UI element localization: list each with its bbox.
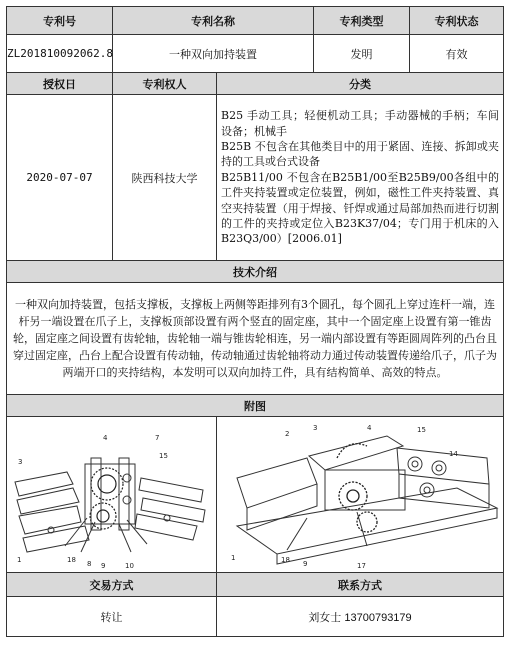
clamp-drawing-perspective-view (217, 418, 503, 572)
callout-label: 4 (103, 433, 108, 442)
callout-label: 3 (18, 457, 23, 466)
classification-line: B25B11/00 不包含在B25B1/00至B25B9/00各组中的工件夹持装置或定位装置，例如，磁性工件夹持装置、真空夹持装置（用于焊接、钎焊或通过局部加热而进行切割的工件的夹持或定位入B23K37/04；专门用于机床的入B23Q3/00）[2006.01] (221, 170, 499, 246)
contact-info: 刘女士 13700793179 (217, 597, 504, 637)
figure-left-cell (7, 417, 217, 573)
grant-date-header: 授权日 (7, 73, 113, 95)
callout-label: 18 (67, 555, 76, 564)
patent-sheet (6, 6, 503, 644)
callout-label: 4 (367, 423, 372, 432)
tech-intro-header: 技术介绍 (7, 261, 504, 283)
patent-info-table (6, 6, 504, 637)
patent-number: ZL201810092062.8 (7, 35, 113, 73)
callout-label: 8 (87, 559, 92, 568)
callout-label: 2 (285, 429, 290, 438)
grant-date: 2020-07-07 (7, 95, 113, 261)
trade-method: 转让 (7, 597, 217, 637)
contact-header: 联系方式 (217, 573, 504, 597)
clamp-drawing-side-view (7, 418, 216, 572)
callout-label: 7 (155, 433, 160, 442)
tech-intro-text: 一种双向加持装置，包括支撑板，支撑板上两侧等距排列有3个圆孔，每个圆孔上穿过连杆一端，连杆另一端设置在爪子上，支撑板顶部设置有两个竖直的固定座，其中一个固定座上设置有第一锥齿轮，固定座之间设置有齿轮轴，齿轮轴一端与锥齿轮相连，另一端内部设置有等距圆周阵列的凸台且穿过固定座，凸台上配合设置有传动轴，传动轴通过齿轮轴将动力通过传动装置传递给爪子，爪子为两端开口的夹持结构，本发明可以双向加持工件，具有结构简单、高效的特点。 (7, 283, 504, 395)
patent-status: 有效 (410, 35, 504, 73)
callout-label: 9 (303, 559, 308, 568)
callout-label: 1 (17, 555, 22, 564)
patent-type-header: 专利类型 (314, 7, 410, 35)
callout-label: 1 (231, 553, 236, 562)
callout-label: 17 (357, 561, 366, 570)
classification-line: B25 手动工具；轻便机动工具；手动器械的手柄；车间设备；机械手 (221, 109, 499, 138)
callout-label: 15 (417, 425, 426, 434)
callout-label: 10 (125, 561, 134, 570)
patent-holder: 陕西科技大学 (113, 95, 217, 261)
patent-name-header: 专利名称 (113, 7, 314, 35)
trade-method-header: 交易方式 (7, 573, 217, 597)
callout-label: 18 (281, 555, 290, 564)
callout-label: 14 (449, 449, 458, 458)
classification-line: B25B 不包含在其他类目中的用于紧固、连接、拆卸或夹持的工具或台式设备 (221, 139, 499, 169)
callout-label: 15 (159, 451, 168, 460)
holder-header: 专利权人 (113, 73, 217, 95)
classification-text (217, 95, 504, 261)
classification-header: 分类 (217, 73, 504, 95)
callout-label: 9 (101, 561, 106, 570)
patent-type: 发明 (314, 35, 410, 73)
patent-number-header: 专利号 (7, 7, 113, 35)
callout-label: 3 (313, 423, 318, 432)
patent-status-header: 专利状态 (410, 7, 504, 35)
figure-header: 附图 (7, 395, 504, 417)
patent-name: 一种双向加持装置 (113, 35, 314, 73)
figure-right-cell (217, 417, 504, 573)
